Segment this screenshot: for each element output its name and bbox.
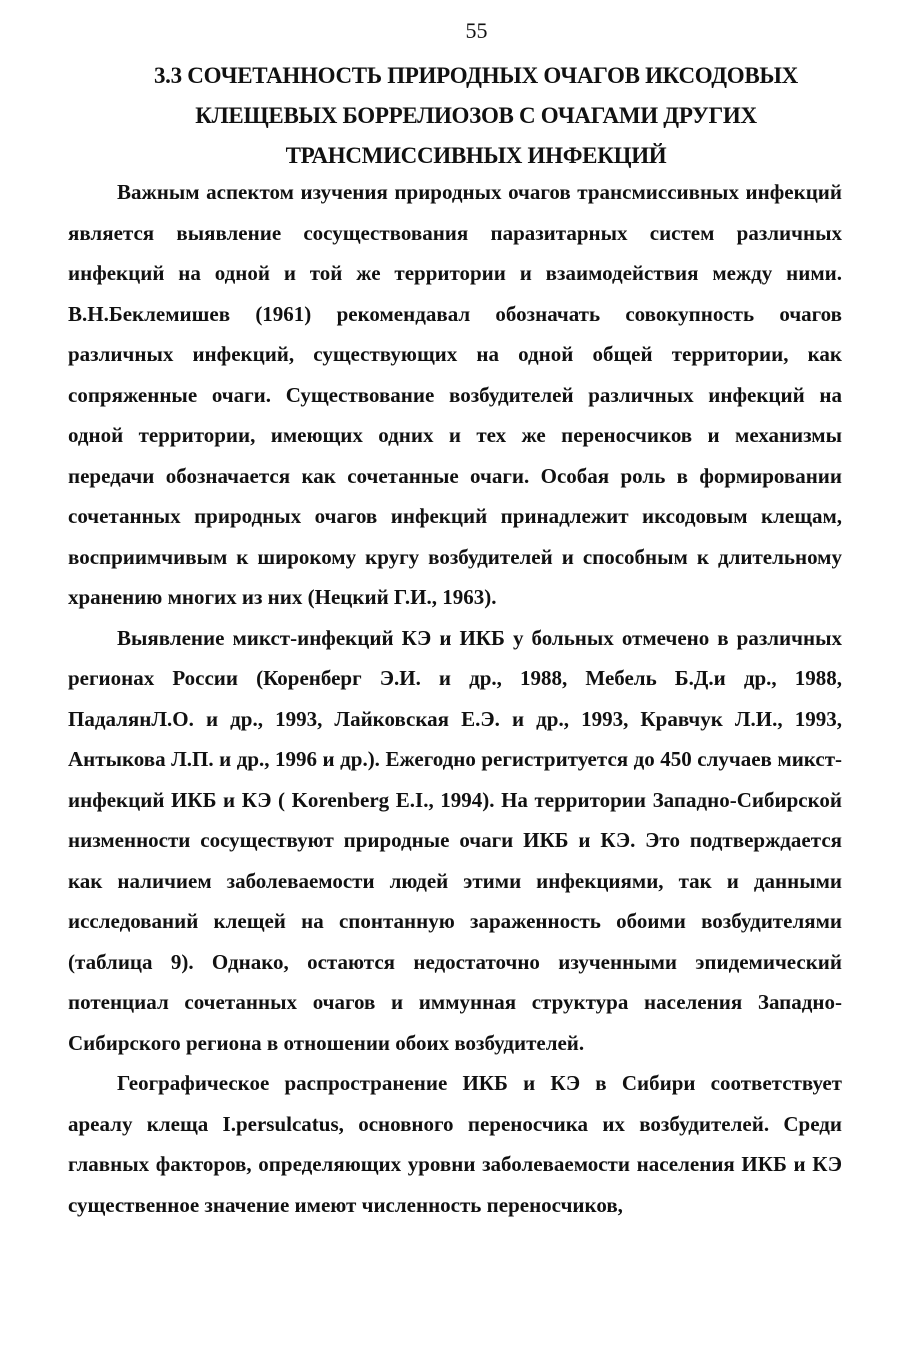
page-number: 55	[465, 18, 488, 43]
heading-line: 3.3 СОЧЕТАННОСТЬ ПРИРОДНЫХ ОЧАГОВ ИКСОДОВЫХ	[153, 63, 798, 88]
paragraph: Географическое распространение ИКБ и КЭ в Сибири соответствует ареалу клеща I.persulcatus, основного переносчика их возбудителей. Среди главных факторов, определяющих уровни заболеваемости населения ИКБ и КЭ существенное значение имеют численность переносчиков,	[68, 1071, 842, 1217]
heading-line: ТРАНСМИССИВНЫХ ИНФЕКЦИЙ	[285, 143, 667, 168]
section-heading	[60, 56, 892, 176]
paragraph: Выявление микст-инфекций КЭ и ИКБ у больных отмечено в различных регионах России (Коренберг Э.И. и др., 1988, Мебель Б.Д.и др., 1988, ПадалянЛ.О. и др., 1993, Лайковская Е.Э. и др., 1993, Кравчук Л.И., 1993, Антыкова Л.П. и др., 1996 и др.). Ежегодно регистритуется до 450 случаев микст-инфекций ИКБ и КЭ ( Korenberg E.I., 1994). На территории Западно-Сибирской низменности сосуществуют природные очаги ИКБ и КЭ. Это подтверждается как наличием заболеваемости людей этими инфекциями, так и данными исследований клещей на спонтанную зараженность обоими возбудителями (таблица 9). Однако, остаются недостаточно изученными эпидемический потенциал сочетанных очагов и иммунная структура населения Западно-Сибирского региона в отношении обоих возбудителей.	[68, 625, 842, 1055]
body-text	[68, 172, 842, 1225]
heading-line: КЛЕЩЕВЫХ БОРРЕЛИОЗОВ С ОЧАГАМИ ДРУГИХ	[195, 103, 757, 128]
paragraph: Важным аспектом изучения природных очагов трансмиссивных инфекций является выявление сосуществования паразитарных систем различных инфекций на одной и той же территории и взаимодействия между ними. В.Н.Беклемишев (1961) рекомендавал обозначать совокупность очагов различных инфекций, существующих на одной общей территории, как сопряженные очаги. Существование возбудителей различных инфекций на одной территории, имеющих одних и тех же переносчиков и механизмы передачи обозначается как сочетанные очаги. Особая роль в формировании сочетанных природных очагов инфекций принадлежит иксодовым клещам, восприимчивым к широкому кругу возбудителей и способным к длительному хранению многих из них (Нецкий Г.И., 1963).	[68, 180, 842, 609]
